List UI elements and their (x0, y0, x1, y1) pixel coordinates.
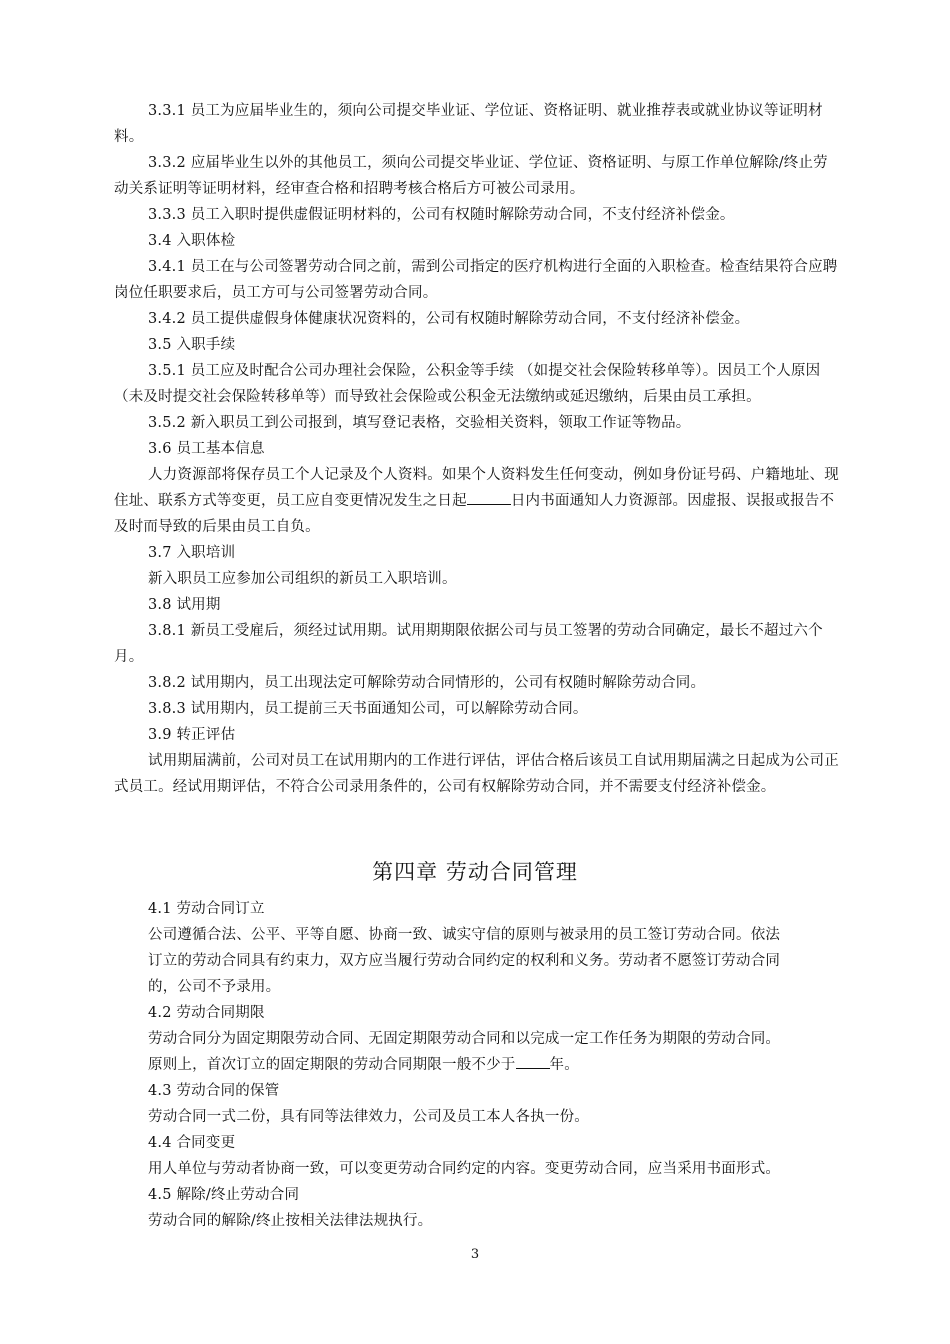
page-number: 3 (470, 1247, 480, 1262)
clause-3-8-2: 3.8.2 试用期内，员工出现法定可解除劳动合同情形的，公司有权随时解除劳动合同。 (148, 675, 706, 691)
clause-4-2 (148, 1026, 788, 1078)
clause-3-6 (114, 462, 839, 540)
heading-4-2: 4.2 劳动合同期限 (148, 1005, 265, 1021)
chapter-4-title: 第四章 劳动合同管理 (372, 860, 578, 884)
heading-3-5: 3.5 入职手续 (148, 337, 236, 353)
heading-4-3: 4.3 劳动合同的保管 (148, 1083, 280, 1099)
heading-4-4: 4.4 合同变更 (148, 1135, 236, 1151)
heading-3-7: 3.7 入职培训 (148, 545, 236, 561)
clause-3-4-2: 3.4.2 员工提供虚假身体健康状况资料的，公司有权随时解除劳动合同，不支付经济补偿金。 (148, 311, 750, 327)
clause-4-4: 用人单位与劳动者协商一致，可以变更劳动合同约定的内容。变更劳动合同，应当采用书面形式。 (148, 1161, 781, 1177)
clause-3-3-2: 3.3.2 应届毕业生以外的其他员工，须向公司提交毕业证、学位证、资格证明、与原工作单位解除/终止劳动关系证明等证明材料，经审查合格和招聘考核合格后方可被公司录用。 (114, 155, 828, 197)
clause-3-8-1: 3.8.1 新员工受雇后，须经过试用期。试用期期限依据公司与员工签署的劳动合同确定，最长不超过六个月。 (114, 623, 823, 665)
clause-3-5-2: 3.5.2 新入职员工到公司报到，填写登记表格，交验相关资料，领取工作证等物品。 (148, 415, 691, 431)
clause-4-3: 劳动合同一式二份，具有同等法律效力，公司及员工本人各执一份。 (148, 1109, 589, 1125)
heading-3-6: 3.6 员工基本信息 (148, 441, 265, 457)
clause-3-4-1: 3.4.1 员工在与公司签署劳动合同之前，需到公司指定的医疗机构进行全面的入职检查。检查结果符合应聘岗位任职要求后，员工方可与公司签署劳动合同。 (114, 259, 838, 301)
fill-in-blank-days[interactable] (467, 488, 511, 505)
clause-3-9: 试用期届满前，公司对员工在试用期内的工作进行评估，评估合格后该员工自试用期届满之日起成为公司正式员工。经试用期评估，不符合公司录用条件的，公司有权解除劳动合同，并不需要支付经济补偿金。 (114, 753, 839, 795)
chapter-4-body (148, 896, 788, 1234)
heading-3-4: 3.4 入职体检 (148, 233, 236, 249)
clause-3-3-1: 3.3.1 员工为应届毕业生的，须向公司提交毕业证、学位证、资格证明、就业推荐表或就业协议等证明材料。 (114, 103, 823, 145)
clause-3-6-part-a: 人力资源部将保存员工个人记录及个人资料。如果个人资料发生任何变动，例如身份证号码、户籍地址、现住址、联系方式等变更，员工应自变更情况发生之日起 (114, 467, 839, 509)
heading-3-8: 3.8 试用期 (148, 597, 221, 613)
clause-4-2-part-a: 劳动合同分为固定期限劳动合同、无固定期限劳动合同和以完成一定工作任务为期限的劳动合同。 原则上，首次订立的固定期限的劳动合同期限一般不少于 (148, 1031, 781, 1073)
clause-3-8-3: 3.8.3 试用期内，员工提前三天书面通知公司，可以解除劳动合同。 (148, 701, 588, 717)
heading-3-9: 3.9 转正评估 (148, 727, 236, 743)
clause-3-7: 新入职员工应参加公司组织的新员工入职培训。 (148, 571, 457, 587)
fill-in-blank-years[interactable] (516, 1052, 550, 1069)
heading-4-1: 4.1 劳动合同订立 (148, 901, 265, 917)
clause-3-3-3: 3.3.3 员工入职时提供虚假证明材料的，公司有权随时解除劳动合同，不支付经济补偿金。 (148, 207, 735, 223)
clause-4-2-part-b: 年。 (549, 1057, 579, 1073)
heading-4-5: 4.5 解除/终止劳动合同 (148, 1187, 300, 1203)
section-3-continued (114, 98, 839, 800)
clause-4-1: 公司遵循合法、公平、平等自愿、协商一致、诚实守信的原则与被录用的员工签订劳动合同。依法订立的劳动合同具有约束力，双方应当履行劳动合同约定的权利和义务。劳动者不愿签订劳动合同的，公司不予录用。 (148, 927, 781, 995)
clause-4-5: 劳动合同的解除/终止按相关法律法规执行。 (148, 1213, 433, 1229)
clause-3-6-part-b: 日内书面通知人力资源部。因虚报、误报或报告不及时而导致的后果由员工自负。 (114, 493, 835, 535)
clause-3-5-1: 3.5.1 员工应及时配合公司办理社会保险，公积金等手续 （如提交社会保险转移单等）。因员工个人原因（未及时提交社会保险转移单等）而导致社会保险或公积金无法缴纳或延迟缴纳，后果由员工承担。 (114, 363, 821, 405)
